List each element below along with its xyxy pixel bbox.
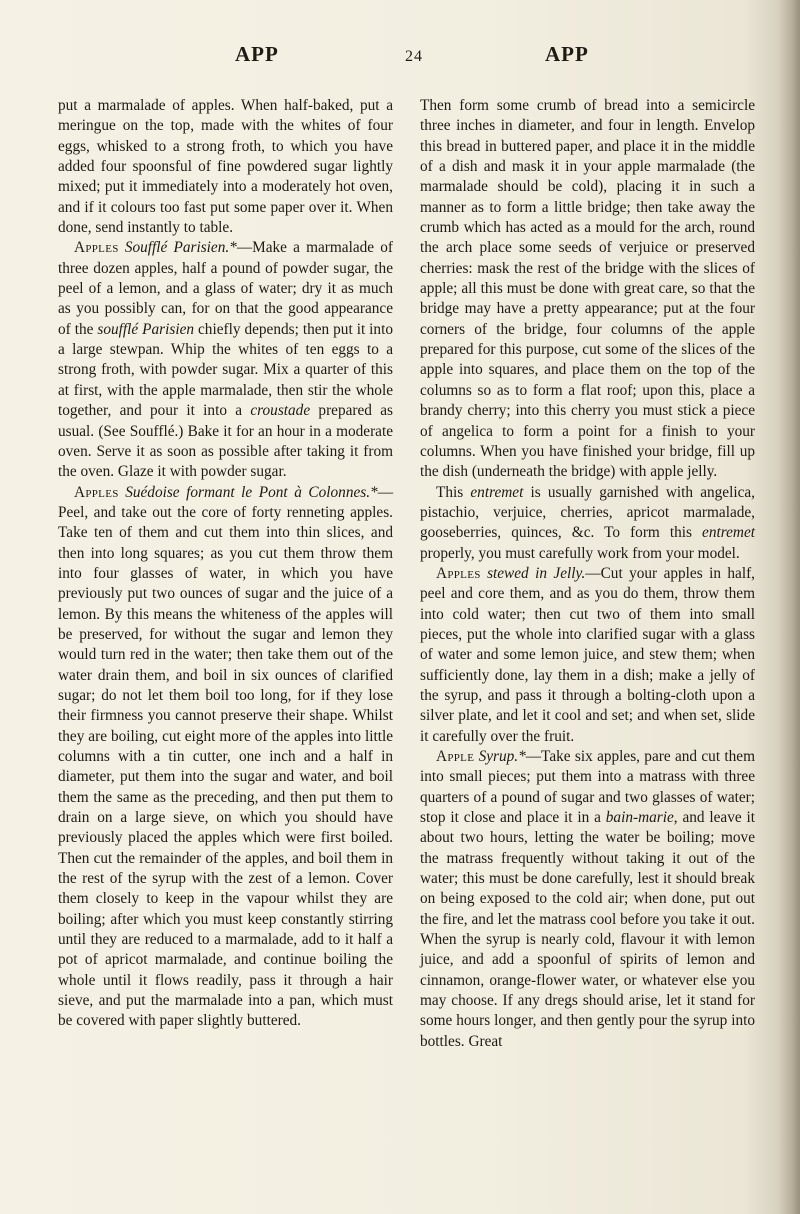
paragraph-apples-suedoise bbox=[58, 483, 393, 1032]
entry-title: Soufflé Parisien.* bbox=[124, 239, 237, 257]
entry-body: —Make a marmalade of three dozen apples, half a pound of powder sugar, the peel of a lemon, and a glass of water; dry it as much as you possibly can, for on that the good appearance of the bbox=[58, 239, 394, 338]
entry-body: is usually garnished with angelica, pistachio, verjuice, cherries, apricot marmalade, gooseberries, quinces, &c. To form this bbox=[420, 483, 755, 542]
entry-head: Apples bbox=[74, 483, 119, 501]
entry-body: —Peel, and take out the core of forty renneting apples. Take ten of them and cut them into thin slices, and then into long squares; as you cut them throw them into four glasses of water, in which you have previously put two ounces of sugar and the juice of a lemon. By this means the whiteness of the apples will be preserved, for without the sugar and lemon they would turn red in the water; then take them out of the water drain them, and boil in six ounces of clarified sugar; do not let them boil too long, for if they lose their firmness you cannot preserve their shape. Whilst they are boiling, cut eight more of the apples into little columns with a tin cutter, one inch and a half in diameter, put them into the sugar and water, and boil them the same as the preceding, and then put them to drain on a large sieve, on which you should have previously placed the apples which were first boiled. Then cut the remainder of the apples, and boil them in the rest of the syrup with the zest of a lemon. Cover them closely to keep in the vapour whilst they are boiling; after which you must keep constantly stirring until they are reduced to a marmalade, add to it half a pot of apricot marmalade, and continue boiling the whole until it flows readily, pass it through a hair sieve, and put the marmalade into a pan, which must be covered with paper slightly buttered. bbox=[58, 483, 393, 1030]
right-column bbox=[420, 96, 755, 1052]
entry-emphasis: entremet bbox=[470, 483, 524, 501]
page-edge-shadow bbox=[778, 0, 800, 1214]
paragraph-apple-syrup bbox=[420, 747, 755, 1052]
paragraph-meringue-continuation: put a marmalade of apples. When half-baked, put a meringue on the top, made with the whites of four eggs, whisked to a strong froth, to which you have added four spoonsful of fine powdered sugar lightly mixed; put it immediately into a moderately hot oven, and if it colours too fast put some paper over it. When done, send instantly to table. bbox=[58, 97, 393, 237]
paragraph-apples-stewed-in-jelly bbox=[420, 564, 755, 747]
entry-body: This bbox=[436, 483, 471, 501]
running-header bbox=[0, 42, 800, 72]
entry-title: Suédoise formant le Pont à Colonnes.* bbox=[125, 483, 378, 501]
entry-body: , and leave it about two hours, letting the water be boiling; move the matrass frequently without taking it out of the water; this must be done carefully, lest it should break on being exposed to the cold air; when done, put out the fire, and let the matrass cool before you take it out. When the syrup is nearly cold, flavour it with lemon juice, and add a spoonful of spirits of lemon and cinnamon, orange-flower water, or whatever else you may choose. If any dregs should arise, let it stand for some hours longer, and then gently pour the syrup into bottles. Great bbox=[420, 809, 755, 1050]
entry-title: stewed in Jelly. bbox=[487, 564, 586, 582]
paragraph-bridge-instructions: Then form some crumb of bread into a semicircle three inches in diameter, and four in length. Envelop this bread in buttered paper, and place it in the middle of a dish and mask it in your apple marmalade (the marmalade should be cold), placing it in such a manner as to form a little bridge; then take away the crumb which has acted as a mould for the arch, round the arch place some seeds of verjuice or preserved cherries: mask the rest of the bridge with the slices of apple; all this must be done with great care, so that the bridge may have a pretty appearance; put at the four corners of the bridge, four columns of the apple prepared for this purpose, cut some of the slices of the apple into squares, and place them on the top of the columns so as to form a flat roof; upon this, place a brandy cherry; into this cherry you must stick a piece of angelica to form a point for a finish to your columns. When you have finished your bridge, fill up the dish (underneath the bridge) with apple jelly. bbox=[420, 97, 755, 481]
left-column bbox=[58, 96, 393, 1032]
entry-head: Apples bbox=[74, 239, 119, 257]
entry-body: properly, you must carefully work from your model. bbox=[420, 544, 740, 562]
page-number: 24 bbox=[405, 48, 423, 65]
entry-head: Apple bbox=[436, 748, 475, 765]
header-left-word: APP bbox=[235, 42, 279, 66]
paragraph-apples-souffle-parisien bbox=[58, 238, 393, 482]
header-right-word: APP bbox=[545, 42, 589, 66]
entry-emphasis: croustade bbox=[250, 402, 311, 420]
entry-body: —Cut your apples in half, peel and core them, and as you do them, throw them into cold water; then cut two of them into small pieces, put the whole into clarified sugar with a glass of water and some lemon juice, and stew them; when sufficiently done, lay them in a dish; make a jelly of the syrup, and pass it through a bolting-cloth upon a silver plate, and let it cool and set; and when set, slide it carefully over the fruit. bbox=[420, 564, 755, 745]
paragraph-entremet-garnish bbox=[420, 483, 755, 564]
entry-emphasis: entremet bbox=[702, 524, 755, 542]
entry-head: Apples bbox=[436, 564, 481, 582]
entry-body: —Take six apples, pare and cut them into small pieces; put them into a matrass with three quarters of a pound of sugar and two glasses of water; stop it close and place it in a bbox=[420, 748, 755, 827]
entry-emphasis: soufflé Parisien bbox=[97, 320, 195, 338]
entry-title: Syrup.* bbox=[478, 748, 526, 765]
entry-body: chiefly depends; then put it into a large stewpan. Whip the whites of ten eggs to a strong froth, with powder sugar. Mix a quarter of this at first, with the apple marmalade, then stir the whole together, and pour it into a bbox=[58, 320, 393, 420]
entry-body: prepared as usual. (See Soufflé.) Bake it for an hour in a moderate oven. Serve it as soon as possible after taking it from the oven. Glaze it with powder sugar. bbox=[58, 402, 393, 481]
entry-emphasis: bain-marie bbox=[605, 809, 674, 827]
